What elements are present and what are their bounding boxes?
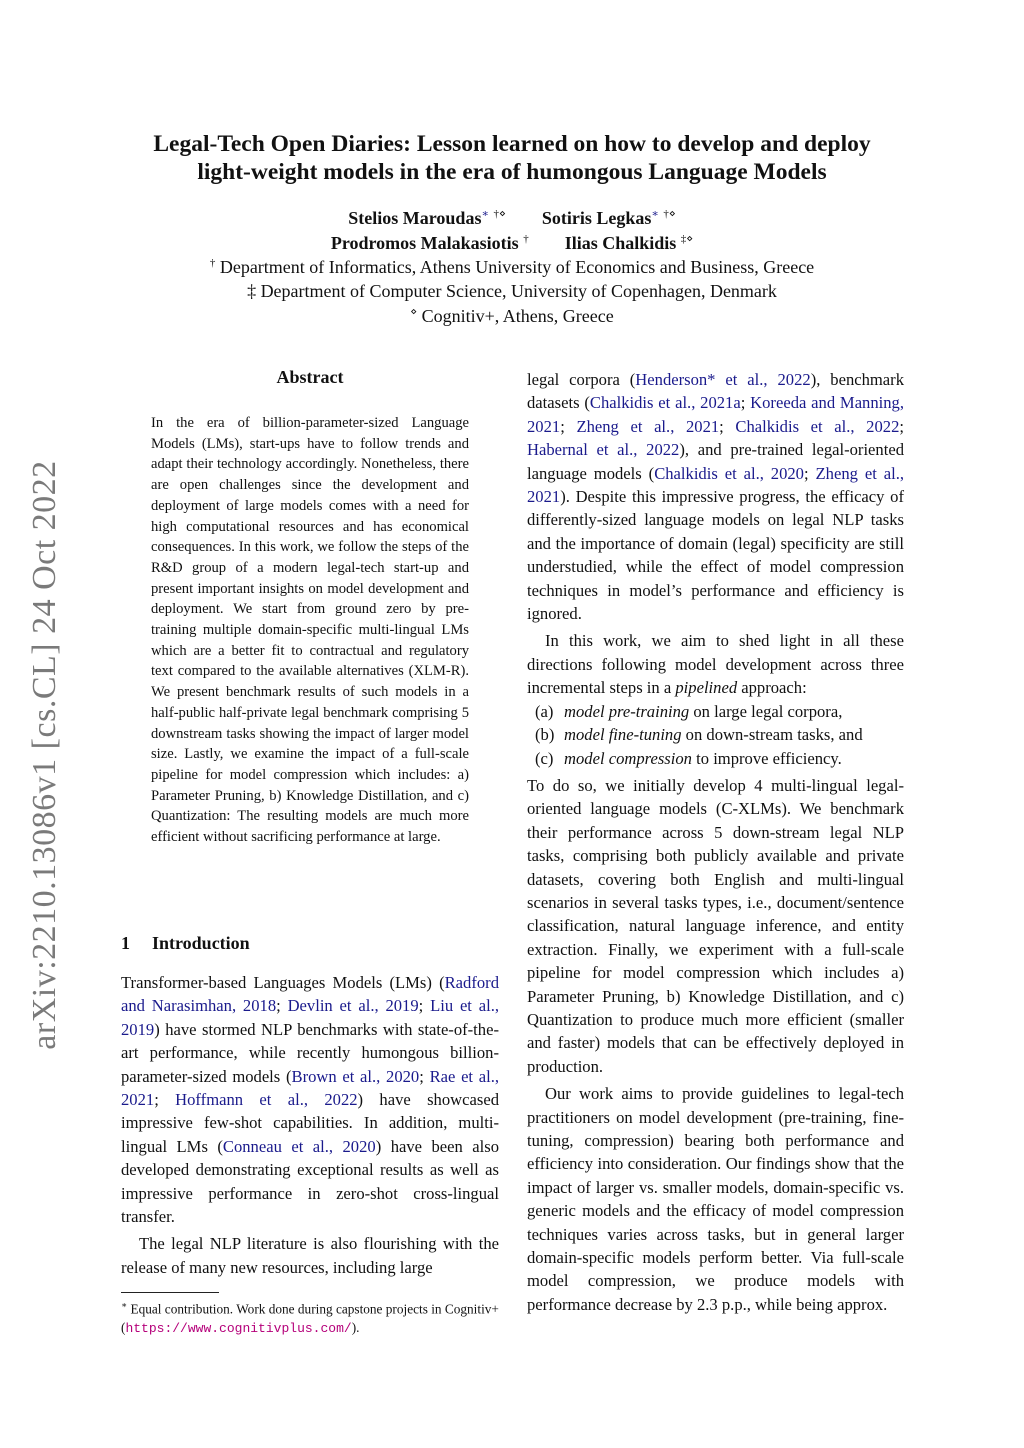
title-line-1: Legal-Tech Open Diaries: Lesson learned on how to develop and deploy [153, 131, 871, 157]
arxiv-identifier [20, 455, 70, 1055]
right-paragraph-2 [527, 629, 904, 699]
footnote-url-link[interactable]: https://www.cognitivplus.com/ [125, 1321, 352, 1337]
title-line-2: light-weight models in the era of humongous Language Models [197, 159, 827, 185]
citation-link[interactable]: Chalkidis et al., 2021a [589, 393, 741, 413]
paper-title [100, 130, 924, 186]
emphasis: model compression [564, 748, 692, 768]
affiliation-2: ‡ Department of Computer Science, University of Copenhagen, Denmark [247, 281, 777, 301]
affiliation-3-text: Cognitiv+, Athens, Greece [421, 306, 614, 326]
author-2-affiliation-marks: †⋄ [663, 208, 676, 220]
list-marker: (c) [535, 748, 554, 768]
author-1-affiliation-marks: †⋄ [493, 208, 506, 220]
section-number: 1 [121, 933, 130, 953]
author-4-affiliation-marks: ‡⋄ [680, 233, 694, 245]
pipeline-steps-list [527, 700, 904, 770]
emphasis: pipelined [675, 678, 738, 698]
text-run: ), and pre-trained legal-oriented language models ( [527, 440, 904, 483]
author-1: Stelios Maroudas [348, 208, 482, 228]
affiliation-1-mark: † [209, 257, 216, 269]
text-run: on large legal corpora, [689, 701, 843, 721]
list-marker: (a) [535, 701, 554, 721]
citation-link[interactable]: Zheng et al., 2021 [576, 416, 720, 436]
authors-line-1 [100, 207, 924, 229]
right-paragraph-1 [527, 368, 904, 625]
section-heading-introduction [121, 933, 250, 954]
affiliation-3-mark: ⋄ [410, 306, 418, 318]
text-run: ; [719, 416, 736, 436]
citation-link[interactable]: Rae et al., 2021 [121, 1066, 500, 1110]
citation-link[interactable]: Radford and Narasimhan, 2018 [121, 973, 499, 1016]
text-run: ; [740, 393, 751, 413]
footnote-divider [121, 1292, 219, 1293]
citation-link[interactable]: Zheng et al., 2021 [527, 463, 904, 507]
citation-link[interactable]: Habernal et al., 2022 [527, 440, 680, 460]
text-run: Transformer-based Languages Models (LMs) ( [121, 973, 445, 992]
text-run: ; [418, 996, 431, 1016]
text-run: ; [154, 1090, 176, 1110]
text-run: ; [419, 1066, 430, 1086]
list-item [527, 747, 904, 770]
footnote-text: Equal contribution. Work done during capstone projects in Cognitiv+ ( [121, 1301, 499, 1336]
intro-paragraph-1 [121, 971, 499, 1228]
emphasis: model fine-tuning [564, 725, 682, 745]
text-run: to improve efficiency. [691, 748, 842, 768]
text-run: ; [803, 463, 816, 483]
authors-line-2 [100, 232, 924, 254]
list-marker: (b) [535, 725, 555, 745]
arxiv-identifier-text: arXiv:2210.13086v1 [cs.CL] 24 Oct 2022 [26, 460, 63, 1050]
text-run: In this work, we aim to shed light in all these directions following model development across three incremental steps in a [527, 631, 904, 698]
section-title: Introduction [152, 933, 250, 953]
text-run: ), benchmark datasets ( [527, 370, 904, 413]
text-run: ; [899, 416, 904, 436]
emphasis: model pre-training [564, 701, 690, 721]
footnote [121, 1296, 501, 1338]
right-paragraph-3: To do so, we initially develop 4 multi-lingual legal-oriented language models (C-XLMs). We benchmark their performance across 5 down-stream legal NLP tasks, comprising both publicly available and private datasets, covering both English and multi-lingual scenarios in several tasks types, i.e., document/sentence classification, natural language inference, and entity extraction. Finally, we experiment with a full-scale pipeline for model compression which includes a) Parameter Pruning, b) Knowledge Distillation, and c) Quantization to produce much more efficient (smaller and faster) models that can be effectively deployed in production. [527, 775, 904, 1076]
citation-link[interactable]: Brown et al., 2020 [291, 1066, 420, 1086]
citation-link[interactable]: Conneau et al., 2020 [222, 1136, 376, 1156]
abstract-heading: Abstract [276, 367, 344, 387]
text-run: ). Despite this impressive progress, the efficacy of differently-sized language models on legal NLP tasks and the importance of domain (legal) specificity are still understudied, while the effect of model compression techniques in model’s performance and efficiency is ignored. [527, 487, 904, 624]
text-run: approach: [737, 678, 807, 698]
text-run: ; [276, 996, 288, 1016]
text-run: legal corpora ( [527, 370, 636, 389]
intro-paragraph-2: The legal NLP literature is also flourishing with the release of many new resources, including large [121, 1234, 499, 1277]
text-run: on down-stream tasks, and [681, 725, 863, 745]
citation-link[interactable]: Devlin et al., 2019 [287, 996, 419, 1016]
footnote-end: ). [351, 1320, 360, 1336]
author-2-equal-mark: ∗ [651, 208, 659, 220]
footnote-mark: ∗ [121, 1300, 128, 1310]
citation-link[interactable]: Henderson* et al., 2022 [635, 370, 811, 389]
author-3: Prodromos Malakasiotis [330, 233, 519, 253]
citation-link[interactable]: Chalkidis et al., 2020 [654, 463, 804, 483]
author-4: Ilias Chalkidis [564, 233, 677, 253]
citation-link[interactable]: Hoffmann et al., 2022 [175, 1090, 358, 1110]
citation-link[interactable]: Koreeda and Manning, 2021 [527, 393, 905, 436]
citation-link[interactable]: Liu et al., 2019 [121, 996, 500, 1039]
author-3-affiliation-marks: † [523, 233, 529, 245]
text-run: ) have showcased impressive few-shot capabilities. In addition, multi-lingual LMs ( [121, 1090, 499, 1156]
text-run: ; [560, 416, 577, 436]
list-item [527, 723, 904, 746]
affiliation-1-text: Department of Informatics, Athens University of Economics and Business, Greece [219, 257, 815, 277]
abstract-text: In the era of billion-parameter-sized Language Models (LMs), start-ups have to follow trends and adapt their technology accordingly. Nonetheless, there are open challenges since the development and deployment of large models comes with a need for high computational resources and has economical consequences. In this work, we follow the steps of the R&D group of a modern legal-tech start-up and present important insights on model development and deployment. We start from ground zero by pre-training multiple domain-specific multi-lingual LMs which are a better fit to contractual and regulatory text compared to the available alternatives (XLM-R). We present benchmark results of such models in a half-public half-private legal benchmark comprising 5 downstream tasks showing the impact of larger model size. Lastly, we examine the impact of a full-scale pipeline for model compression which includes: a) Parameter Pruning, b) Knowledge Distillation, and c) Quantization: The resulting models are much more efficient without sacrificing performance at large. [151, 415, 469, 846]
citation-link[interactable]: Chalkidis et al., 2022 [735, 416, 900, 436]
affiliation-1 [100, 257, 924, 278]
text-run: ) have stormed NLP benchmarks with state-of-the-art performance, while recently humongous billion-parameter-sized models ( [121, 1019, 499, 1086]
author-2: Sotiris Legkas [541, 208, 652, 228]
list-item [527, 700, 904, 723]
right-paragraph-4: Our work aims to provide guidelines to legal-tech practitioners on model development (pre-training, fine-tuning, compression) bearing both performance and efficiency into consideration. Our findings show that the impact of larger vs. smaller models, domain-specific vs. generic models and the efficacy of model compression techniques varies across tasks, but in general larger domain-specific models perform better. Via full-scale model compression, we produce models with performance decrease by 2.3 p.p., while being approx. [527, 1084, 904, 1314]
affiliation-3 [100, 305, 924, 327]
left-column-body [121, 971, 499, 1279]
text-run: ) have been also developed demonstrating exceptional results as well as impressive performance in zero-shot cross-lingual transfer. [121, 1136, 499, 1227]
right-column-body [527, 368, 904, 1316]
author-1-equal-mark: ∗ [481, 208, 489, 220]
